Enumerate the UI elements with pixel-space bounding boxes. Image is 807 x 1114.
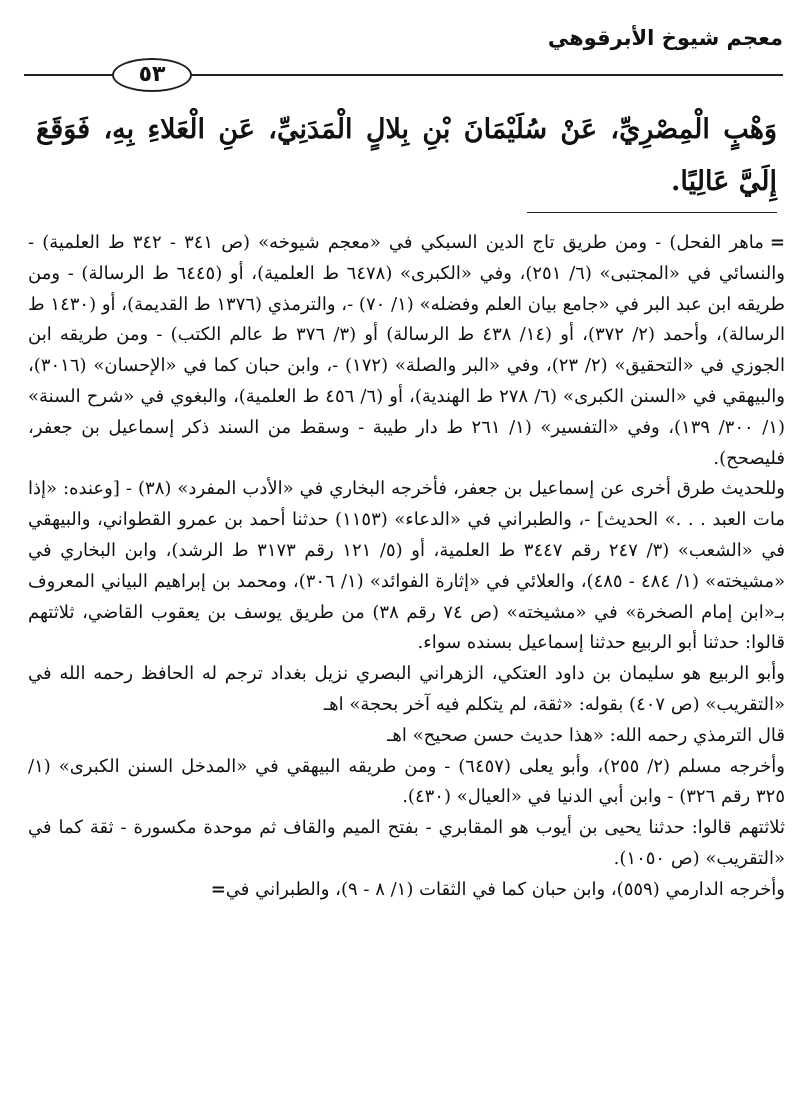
footnote-paragraph: وأخرجه مسلم (٢/ ٢٥٥)، وأبو يعلى (٦٤٥٧) - ومن طريقه البيهقي في «المدخل السنن الكبرى» (١/ ٣٢٥ رقم ٣٢٦) - وابن أبي الدنيا في «العيال» (٤٣٠). (28, 755, 785, 808)
footnotes (28, 228, 785, 906)
footnote-text: ماهر الفحل) - ومن طريق تاج الدين السبكي في «معجم شيوخه» (ص ٣٤١ - ٣٤٢ ط العلمية) - والنسائي في «المجتبى» (٦/ ٢٥١)، وفي «الكبرى» (٦٤٧٨ ط العلمية)، أو (٦٤٤٥ ط الرسالة) - ومن طريقه ابن عبد البر في «جامع بيان العلم وفضله» (١/ ٧٠) -، والترمذي (١٣٧٦ ط القديمة)، أو (١٤٣٠ ط الرسالة)، وأحمد (٢/ ٣٧٢)، أو (١٤/ ٤٣٨ ط الرسالة) أو (٣/ ٣٧٦ ط عالم الكتب) - ومن طريقه ابن الجوزي في «التحقيق» (٢/ ٢٣)، وفي «البر والصلة» (١٧٢) -، وابن حبان كما في «الإحسان» (٣٠١٦)، والبيهقي في «السنن الكبرى» (٦/ ٢٧٨ ط الهندية)، أو (٦/ ٤٥٦ ط العلمية)، والبغوي في «شرح السنة» (١/ ٣٠٠/ ١٣٩)، وفي «التفسير» (١/ ٢٦١ ط دار طيبة - وسقط من السند ذكر إسماعيل بن جعفر، فليصحح). (28, 232, 785, 469)
footnote-paragraph (28, 228, 785, 474)
page-number: ٥٣ (112, 58, 192, 92)
continuation-mark: = (769, 232, 785, 253)
trailing-mark: = (210, 878, 226, 900)
book-title: معجم شيوخ الأبرقوهي (547, 26, 783, 50)
main-text (36, 104, 777, 208)
footnote-separator (527, 212, 777, 213)
page-header (24, 18, 783, 88)
main-text-line: وَهْبٍ الْمِصْرِيِّ، عَنْ سُلَيْمَانَ بْنِ بِلالٍ الْمَدَنِيِّ، عَنِ الْعَلاءِ بِهِ، فَوَقَعَ إِلَيَّ عَالِيًا. (36, 114, 777, 197)
footnote-paragraph: ثلاثتهم قالوا: حدثنا يحيى بن أيوب هو المقابري - بفتح الميم والقاف ثم موحدة مكسورة - ثقة كما في «التقريب» (ص ١٠٥٠). (28, 817, 785, 869)
footnote-paragraph: وللحديث طرق أخرى عن إسماعيل بن جعفر، فأخرجه البخاري في «الأدب المفرد» (٣٨) - [وعنده: «إذا مات العبد . . .» الحديث] -، والطبراني في «الدعاء» (١١٥٣) حدثنا أحمد بن عمرو القطواني، والبيهقي في «الشعب» (٣/ ٢٤٧ رقم ٣٤٤٧ ط العلمية، أو (٥/ ١٢١ رقم ٣١٧٣ ط الرشد)، وابن البخاري في «مشيخته» (١/ ٤٨٤ - ٤٨٥)، والعلائي في «إثارة الفوائد» (١/ ٣٠٦)، ومحمد بن إبراهيم البياني المعروف بـ«ابن إمام الصخرة» في «مشيخته» (ص ٧٤ رقم ٣٨) من طريق يوسف بن يعقوب القاضي، ثلاثتهم قالوا: حدثنا أبو الربيع حدثنا إسماعيل بسنده سواء. (28, 478, 786, 654)
footnote-paragraph: وأبو الربيع هو سليمان بن داود العتكي، الزهراني البصري نزيل بغداد ترجم له الحافظ رحمه الله في «التقريب» (ص ٤٠٧) بقوله: «ثقة، لم يتكلم فيه آخر بحجة» اهـ (28, 663, 785, 715)
footnote-paragraph (28, 875, 785, 906)
footnote-paragraph: قال الترمذي رحمه الله: «هذا حديث حسن صحيح» اهـ (387, 724, 785, 746)
footnote-text: وأخرجه الدارمي (٥٥٩)، وابن حبان كما في الثقات (١/ ٨ - ٩)، والطبراني في (225, 878, 785, 900)
